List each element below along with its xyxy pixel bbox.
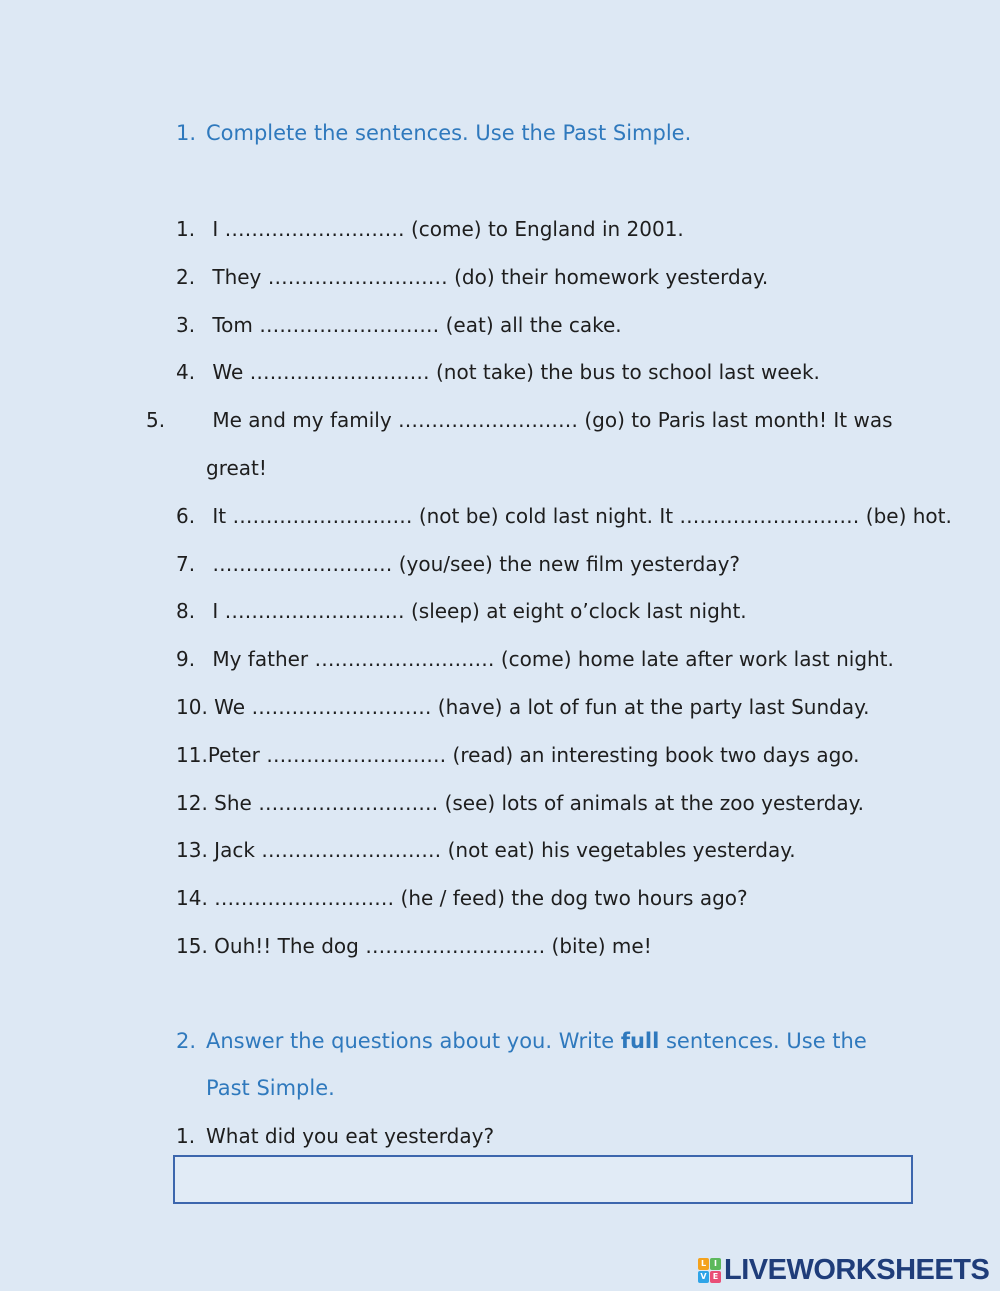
sentence-number: 9. [176, 647, 196, 672]
sentence-number: 5. [146, 408, 166, 433]
section-2-title-line2: Past Simple. [206, 1076, 335, 1100]
sentence-number: 15. [176, 933, 208, 958]
sentence-number: 3. [176, 312, 196, 337]
sentence-item [176, 541, 936, 589]
sentence-text: I ……………………… (sleep) at eight o’clock last night. [212, 599, 747, 624]
sentence-text: She ……………………… (see) lots of animals at the zoo yesterday. [214, 790, 864, 815]
sentence-number: 11. [176, 742, 208, 767]
section-2-title-end: sentences. Use the [659, 1029, 867, 1053]
sentence-text: I ……………………… (come) to England in 2001. [212, 217, 684, 241]
sentence-item [176, 206, 936, 254]
sentence-number: 12. [176, 790, 208, 815]
section-1-title: Complete the sentences. Use the Past Simple. [206, 121, 692, 145]
sentence-text: We ……………………… (not take) the bus to school last week. [212, 360, 820, 385]
logo-mark-e: E [710, 1271, 721, 1283]
sentence-item [176, 923, 936, 971]
logo-text: LIVEWORKSHEETS [724, 1253, 990, 1286]
section-2-number: 2. [176, 1029, 197, 1053]
section-2-title: Answer the questions about you. Write [206, 1029, 621, 1053]
sentence-number: 13. [176, 838, 208, 863]
sentence-number: 6. [176, 503, 196, 528]
question-text: What did you eat yesterday? [206, 1124, 495, 1148]
sentence-item [176, 636, 936, 684]
sentence-text: ……………………… (you/see) the new film yesterday? [212, 551, 741, 576]
sentence-list [146, 206, 952, 971]
sentence-text: ……………………… (he / feed) the dog two hours ago? [214, 886, 748, 911]
question-number: 1. [176, 1124, 196, 1148]
sentence-number: 2. [176, 264, 196, 289]
sentence-number: 4. [176, 360, 196, 385]
logo-mark-l: L [698, 1258, 709, 1270]
sentence-text: Peter ……………………… (read) an interesting book two days ago. [207, 742, 860, 767]
section-1-heading [176, 110, 691, 157]
sentence-number: 10. [176, 694, 208, 719]
sentence-number: 14. [176, 886, 208, 911]
sentence-item [176, 302, 936, 350]
sentence-item [176, 493, 952, 541]
sentence-text: They ……………………… (do) their homework yesterday. [212, 264, 769, 289]
sentence-number: 1. [176, 217, 196, 241]
sentence-number: 8. [176, 599, 196, 624]
logo-icon [698, 1258, 721, 1283]
sentence-item [176, 254, 936, 302]
sentence-text: Jack ……………………… (not eat) his vegetables yesterday. [214, 838, 796, 863]
answer-input-1[interactable] [173, 1155, 913, 1204]
sentence-item [176, 732, 936, 780]
sentence-text: Me and my family ……………………… (go) to Paris last month! It was great! [206, 408, 893, 480]
sentence-text: Tom ……………………… (eat) all the cake. [212, 312, 622, 337]
sentence-item [176, 684, 936, 732]
section-2-heading [176, 1018, 867, 1112]
sentence-text: It ……………………… (not be) cold last night. It ……………………… (be) hot. [212, 503, 952, 528]
sentence-item [176, 827, 936, 875]
liveworksheets-logo [698, 1255, 989, 1285]
section-2-title-bold: full [620, 1029, 660, 1053]
sentence-text: My father ……………………… (come) home late after work last night. [212, 647, 894, 672]
sentence-number: 7. [176, 551, 196, 576]
sentence-item [176, 780, 936, 828]
sentence-item [176, 588, 936, 636]
sentence-item [176, 875, 936, 923]
sentence-item [146, 397, 906, 493]
sentence-text: Ouh!! The dog ……………………… (bite) me! [214, 933, 652, 958]
logo-mark-i: I [710, 1258, 721, 1270]
question-1 [176, 1113, 494, 1160]
section-1-number: 1. [176, 121, 197, 145]
logo-mark-v: V [698, 1271, 709, 1283]
sentence-text: We ……………………… (have) a lot of fun at the party last Sunday. [214, 694, 870, 719]
sentence-item [176, 349, 936, 397]
